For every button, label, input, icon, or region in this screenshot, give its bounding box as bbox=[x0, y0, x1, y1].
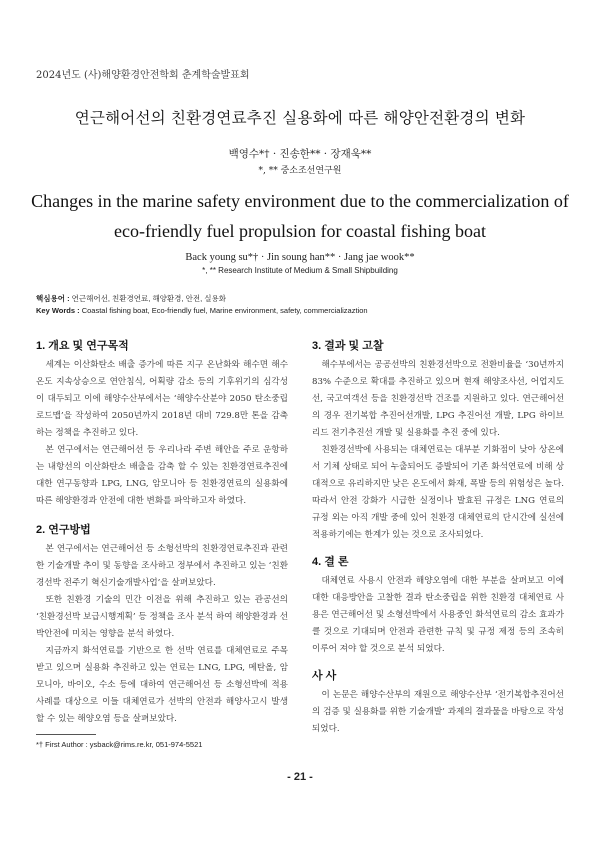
section-2-heading: 2. 연구방법 bbox=[36, 524, 91, 536]
korean-affiliation: *, ** 중소조선연구원 bbox=[258, 166, 342, 176]
korean-title: 연근해어선의 친환경연료추진 실용화에 따른 해양안전환경의 변화 bbox=[74, 109, 526, 127]
keywords-korean-label: 핵심용어 : bbox=[36, 294, 70, 303]
right-column bbox=[312, 338, 564, 738]
english-title-line-1: Changes in the marine safety environment due to the commercialization of bbox=[31, 191, 569, 211]
keywords-korean-text: 연근해어선, 친환경연료, 해양환경, 안전, 실용화 bbox=[71, 294, 226, 303]
keywords-english-label: Key Words : bbox=[36, 306, 80, 315]
keywords-korean bbox=[36, 293, 576, 304]
footnote-divider bbox=[36, 734, 96, 735]
korean-authors: 백영수*† · 진송한** · 장재욱** bbox=[228, 148, 372, 160]
acknowledgement-heading: 사 사 bbox=[312, 670, 337, 682]
keywords-english-text: Coastal fishing boat, Eco-friendly fuel, Marine environment, safety, commercializaztion bbox=[81, 306, 368, 315]
page-number: - 21 - bbox=[287, 771, 313, 783]
acknowledgement-paragraph: 이 논문은 해양수산부의 재원으로 해양수산부 ‘전기복합추진어선의 검증 및 실용화를 위한 기술개발’ 과제의 결과물을 바탕으로 작성 되었다. bbox=[312, 690, 564, 734]
conference-header: 2024년도 (사)해양환경안전학회 춘계학술발표회 bbox=[36, 70, 250, 81]
section-3-paragraph-2: 친환경선박에 사용되는 대체연료는 대부분 기화점이 낮아 상온에서 기체 상태로 되어 누출되어도 증발되어 기존 화석연료에 비해 상대적으로 유리하지만 낮은 온도에서 화재, 폭발 등의 위험성은 높다. 따라서 안전 강화가 시급한 실정이나 발효된 규정은 LNG 연료의 규정 외는 아직 개발 중에 있어 친환경 대체연료의 단시간에 실선에 적용하기에는 한계가 있는 것으로 조사되었다. bbox=[312, 445, 564, 540]
section-3-paragraph-1: 해수부에서는 공공선박의 친환경선박으로 전환비율을 ‘30년까지 83% 수준으로 확대를 추진하고 있으며 현재 해양조사선, 어업지도선, 국고여객선 등을 친환경선박 건조를 지원하고 있다. 연근해어선의 경우 전기복합 추진어선개발, LPG 추진어선 개발, LPG 하이브리드 전기추진선 개발 및 실용화를 추진 중에 있다. bbox=[312, 360, 564, 438]
section-4-heading: 4. 결 론 bbox=[312, 556, 349, 568]
section-1-heading: 1. 개요 및 연구목적 bbox=[36, 340, 129, 352]
english-title bbox=[20, 186, 580, 246]
section-2-paragraph-2: 또한 친환경 기술의 민간 이전을 위해 추진하고 있는 관공선의 ‘친환경선박 보급시행계획’ 등 정책을 조사 분석 하여 해양환경과 선박안전에 미치는 영향을 분석 하였다. bbox=[36, 595, 288, 639]
english-authors: Back young su*† · Jin soung han** · Jang jae wook** bbox=[185, 252, 415, 263]
left-column bbox=[36, 338, 288, 728]
section-1-paragraph-2: 본 연구에서는 연근해어선 등 우리나라 주변 해안을 주로 운항하는 내항선의 이산화탄소 배출을 감축 할 수 있는 친환경연료추진에 대한 연구동향과 LPG, LNG, 암모니아 등 친환경연료의 실용화에 따른 해양환경과 안전에 대한 변화를 파악하고자 하였다. bbox=[36, 445, 288, 506]
section-2-paragraph-1: 본 연구에서는 연근해어선 등 소형선박의 친환경연료추진과 관련한 기술개발 추이 및 동향을 조사하고 정부에서 추진하고 있는 ‘친환경선박 전주기 혁신기술개발사업’을 살펴보았다. bbox=[36, 544, 288, 588]
section-3-heading: 3. 결과 및 고찰 bbox=[312, 340, 384, 352]
section-4-paragraph-1: 대체연료 사용시 안전과 해양오염에 대한 부분을 살펴보고 이에 대한 대응방안을 고찰한 결과 탄소중립을 위한 친환경 대체연료 사용은 연근해어선 및 소형선박에서 사용중인 화석연료의 감소 효과가 클 것으로 기대되며 안전과 관련한 규칙 및 규정 제정 등의 조속히 이루어 져야 할 것으로 분석 되었다. bbox=[312, 576, 564, 654]
english-affiliation: *, ** Research Institute of Medium & Small Shipbuilding bbox=[202, 266, 398, 275]
english-title-line-2: eco-friendly fuel propulsion for coastal fishing boat bbox=[114, 221, 486, 241]
section-1-paragraph-1: 세계는 이산화탄소 배출 증가에 따른 지구 온난화와 해수면 해수온도 지속상승으로 연안침식, 어획량 감소 등의 기후위기의 심각성이 대두되고 이에 해양수산부에서는 ‘해양수산분야 2050 탄소중립 로드맵’을 작성하여 2050년까지 2018년 대비 729.8만 톤을 감축하는 정책을 추진하고 있다. bbox=[36, 360, 288, 438]
footnote: *† First Author : ysback@rims.re.kr, 051-974-5521 bbox=[36, 740, 203, 749]
section-2-paragraph-3: 지금까지 화석연료를 기반으로 한 선박 연료를 대체연료로 주목받고 있으며 실용화 추진하고 있는 연료는 LNG, LPG, 메탄올, 암모니아, 바이오, 수소 등에 대하여 연근해어선 등 소형선박에 적용 사례를 대상으로 이들 대체연료가 선박의 안전과 해양사고시 발생 할 수 있는 해양오염 등을 살펴보았다. bbox=[36, 646, 288, 724]
keywords-english bbox=[36, 306, 576, 315]
